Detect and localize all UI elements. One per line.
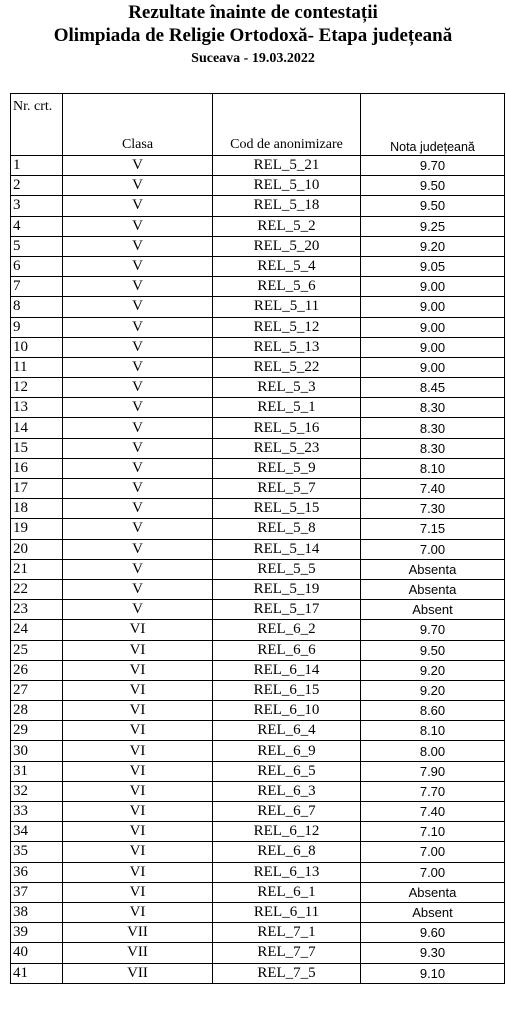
row-code: REL_5_20 xyxy=(213,236,361,256)
row-class: V xyxy=(63,156,213,176)
row-grade: Absenta xyxy=(361,882,505,902)
table-row xyxy=(11,781,505,801)
row-grade: 7.10 xyxy=(361,822,505,842)
row-class: V xyxy=(63,317,213,337)
table-row xyxy=(11,680,505,700)
row-code: REL_5_5 xyxy=(213,559,361,579)
row-code: REL_6_12 xyxy=(213,822,361,842)
table-row xyxy=(11,943,505,963)
row-code: REL_5_23 xyxy=(213,438,361,458)
row-code: REL_5_4 xyxy=(213,256,361,276)
row-code: REL_6_6 xyxy=(213,640,361,660)
row-number: 38 xyxy=(11,902,63,922)
table-row xyxy=(11,822,505,842)
row-number: 27 xyxy=(11,680,63,700)
results-table xyxy=(10,93,505,984)
table-row xyxy=(11,882,505,902)
row-grade: 9.70 xyxy=(361,620,505,640)
row-class: VI xyxy=(63,640,213,660)
row-class: V xyxy=(63,378,213,398)
row-code: REL_6_13 xyxy=(213,862,361,882)
row-code: REL_5_16 xyxy=(213,418,361,438)
row-class: VI xyxy=(63,680,213,700)
row-number: 10 xyxy=(11,337,63,357)
row-number: 12 xyxy=(11,378,63,398)
row-number: 36 xyxy=(11,862,63,882)
row-code: REL_5_2 xyxy=(213,216,361,236)
row-class: VI xyxy=(63,822,213,842)
table-row xyxy=(11,923,505,943)
column-header-cod: Cod de anonimizare xyxy=(213,94,361,156)
row-grade: Absent xyxy=(361,600,505,620)
table-row xyxy=(11,539,505,559)
table-row xyxy=(11,156,505,176)
table-row xyxy=(11,802,505,822)
row-number: 37 xyxy=(11,882,63,902)
row-code: REL_5_1 xyxy=(213,398,361,418)
table-row xyxy=(11,398,505,418)
row-number: 3 xyxy=(11,196,63,216)
row-class: V xyxy=(63,579,213,599)
row-class: V xyxy=(63,357,213,377)
row-number: 39 xyxy=(11,923,63,943)
row-grade: 8.30 xyxy=(361,418,505,438)
row-class: V xyxy=(63,418,213,438)
row-code: REL_6_7 xyxy=(213,802,361,822)
row-class: VI xyxy=(63,781,213,801)
row-class: V xyxy=(63,559,213,579)
table-row xyxy=(11,620,505,640)
row-grade: 8.00 xyxy=(361,741,505,761)
row-code: REL_7_5 xyxy=(213,963,361,983)
row-grade: 8.30 xyxy=(361,398,505,418)
row-class: V xyxy=(63,196,213,216)
row-class: V xyxy=(63,499,213,519)
row-grade: 9.10 xyxy=(361,963,505,983)
table-row xyxy=(11,438,505,458)
row-number: 15 xyxy=(11,438,63,458)
row-number: 11 xyxy=(11,357,63,377)
row-code: REL_7_1 xyxy=(213,923,361,943)
row-class: V xyxy=(63,256,213,276)
table-row xyxy=(11,579,505,599)
row-class: V xyxy=(63,216,213,236)
row-class: VI xyxy=(63,902,213,922)
row-grade: 9.50 xyxy=(361,196,505,216)
row-class: VII xyxy=(63,923,213,943)
table-row xyxy=(11,902,505,922)
location-date: Suceava - 19.03.2022 xyxy=(191,51,315,66)
row-class: VI xyxy=(63,701,213,721)
row-class: V xyxy=(63,438,213,458)
row-code: REL_6_10 xyxy=(213,701,361,721)
row-code: REL_6_8 xyxy=(213,842,361,862)
row-grade: 7.90 xyxy=(361,761,505,781)
row-code: REL_5_3 xyxy=(213,378,361,398)
table-row xyxy=(11,701,505,721)
row-number: 29 xyxy=(11,721,63,741)
table-row xyxy=(11,297,505,317)
row-class: V xyxy=(63,479,213,499)
table-row xyxy=(11,458,505,478)
row-code: REL_6_2 xyxy=(213,620,361,640)
column-header-nr: Nr. crt. xyxy=(11,94,63,156)
row-grade: 8.10 xyxy=(361,721,505,741)
row-code: REL_5_19 xyxy=(213,579,361,599)
row-grade: 9.50 xyxy=(361,640,505,660)
row-grade: 9.00 xyxy=(361,357,505,377)
row-number: 35 xyxy=(11,842,63,862)
row-class: V xyxy=(63,539,213,559)
row-grade: 7.00 xyxy=(361,842,505,862)
row-code: REL_6_11 xyxy=(213,902,361,922)
table-row xyxy=(11,337,505,357)
table-row xyxy=(11,479,505,499)
row-grade: 9.05 xyxy=(361,256,505,276)
table-row xyxy=(11,640,505,660)
row-class: VI xyxy=(63,741,213,761)
row-number: 41 xyxy=(11,963,63,983)
row-grade: 9.25 xyxy=(361,216,505,236)
row-code: REL_5_10 xyxy=(213,176,361,196)
row-number: 5 xyxy=(11,236,63,256)
table-row xyxy=(11,357,505,377)
row-class: VI xyxy=(63,862,213,882)
table-row xyxy=(11,600,505,620)
row-class: V xyxy=(63,600,213,620)
row-number: 34 xyxy=(11,822,63,842)
row-code: REL_7_7 xyxy=(213,943,361,963)
row-number: 2 xyxy=(11,176,63,196)
row-number: 21 xyxy=(11,559,63,579)
table-row xyxy=(11,317,505,337)
row-class: V xyxy=(63,458,213,478)
row-number: 25 xyxy=(11,640,63,660)
row-code: REL_5_9 xyxy=(213,458,361,478)
row-class: VI xyxy=(63,660,213,680)
table-row xyxy=(11,862,505,882)
row-number: 22 xyxy=(11,579,63,599)
row-class: VI xyxy=(63,761,213,781)
table-row xyxy=(11,236,505,256)
column-header-clasa: Clasa xyxy=(63,94,213,156)
row-grade: 9.20 xyxy=(361,680,505,700)
table-row xyxy=(11,963,505,983)
row-grade: Absent xyxy=(361,902,505,922)
row-class: V xyxy=(63,176,213,196)
row-grade: Absenta xyxy=(361,579,505,599)
table-row xyxy=(11,277,505,297)
table-row xyxy=(11,378,505,398)
row-code: REL_6_1 xyxy=(213,882,361,902)
row-class: VI xyxy=(63,802,213,822)
document-title: Rezultate înainte de contestații xyxy=(128,2,378,23)
row-grade: 9.50 xyxy=(361,176,505,196)
row-grade: 9.60 xyxy=(361,923,505,943)
row-class: VI xyxy=(63,842,213,862)
row-number: 28 xyxy=(11,701,63,721)
table-row xyxy=(11,721,505,741)
row-grade: 9.00 xyxy=(361,297,505,317)
row-grade: 7.00 xyxy=(361,539,505,559)
row-grade: 7.40 xyxy=(361,802,505,822)
row-code: REL_6_3 xyxy=(213,781,361,801)
row-code: REL_5_7 xyxy=(213,479,361,499)
row-grade: 9.00 xyxy=(361,337,505,357)
row-grade: 9.30 xyxy=(361,943,505,963)
table-row xyxy=(11,741,505,761)
row-grade: Absenta xyxy=(361,559,505,579)
table-row xyxy=(11,256,505,276)
row-class: VII xyxy=(63,963,213,983)
row-number: 40 xyxy=(11,943,63,963)
row-class: V xyxy=(63,398,213,418)
row-code: REL_6_4 xyxy=(213,721,361,741)
row-code: REL_6_15 xyxy=(213,680,361,700)
row-number: 23 xyxy=(11,600,63,620)
row-grade: 8.45 xyxy=(361,378,505,398)
row-code: REL_6_5 xyxy=(213,761,361,781)
row-code: REL_5_15 xyxy=(213,499,361,519)
row-number: 30 xyxy=(11,741,63,761)
table-row xyxy=(11,660,505,680)
table-header-row xyxy=(11,94,505,156)
row-class: V xyxy=(63,236,213,256)
row-code: REL_6_9 xyxy=(213,741,361,761)
column-header-nota: Nota județeană xyxy=(361,94,505,156)
row-grade: 7.40 xyxy=(361,479,505,499)
table-row xyxy=(11,418,505,438)
row-grade: 8.10 xyxy=(361,458,505,478)
table-row xyxy=(11,842,505,862)
row-class: VI xyxy=(63,882,213,902)
table-row xyxy=(11,196,505,216)
row-class: VI xyxy=(63,620,213,640)
row-number: 13 xyxy=(11,398,63,418)
table-body xyxy=(11,156,505,984)
row-grade: 7.15 xyxy=(361,519,505,539)
table-row xyxy=(11,761,505,781)
row-number: 8 xyxy=(11,297,63,317)
row-number: 6 xyxy=(11,256,63,276)
row-grade: 9.20 xyxy=(361,236,505,256)
table-row xyxy=(11,176,505,196)
row-code: REL_6_14 xyxy=(213,660,361,680)
row-code: REL_5_13 xyxy=(213,337,361,357)
row-grade: 7.00 xyxy=(361,862,505,882)
row-class: V xyxy=(63,337,213,357)
row-grade: 9.70 xyxy=(361,156,505,176)
row-class: VI xyxy=(63,721,213,741)
table-row xyxy=(11,499,505,519)
row-number: 31 xyxy=(11,761,63,781)
row-class: V xyxy=(63,297,213,317)
row-class: VII xyxy=(63,943,213,963)
row-number: 20 xyxy=(11,539,63,559)
row-grade: 7.70 xyxy=(361,781,505,801)
row-grade: 8.60 xyxy=(361,701,505,721)
row-code: REL_5_8 xyxy=(213,519,361,539)
row-number: 33 xyxy=(11,802,63,822)
row-number: 32 xyxy=(11,781,63,801)
row-class: V xyxy=(63,277,213,297)
row-number: 24 xyxy=(11,620,63,640)
row-number: 19 xyxy=(11,519,63,539)
row-code: REL_5_18 xyxy=(213,196,361,216)
row-code: REL_5_11 xyxy=(213,297,361,317)
row-number: 9 xyxy=(11,317,63,337)
row-number: 18 xyxy=(11,499,63,519)
row-grade: 9.00 xyxy=(361,317,505,337)
row-code: REL_5_14 xyxy=(213,539,361,559)
row-number: 1 xyxy=(11,156,63,176)
row-code: REL_5_22 xyxy=(213,357,361,377)
document-subtitle: Olimpiada de Religie Ortodoxă- Etapa județeană xyxy=(53,25,453,46)
row-code: REL_5_17 xyxy=(213,600,361,620)
row-grade: 9.20 xyxy=(361,660,505,680)
table-row xyxy=(11,216,505,236)
row-grade: 8.30 xyxy=(361,438,505,458)
row-code: REL_5_21 xyxy=(213,156,361,176)
table-row xyxy=(11,519,505,539)
row-number: 26 xyxy=(11,660,63,680)
table-row xyxy=(11,559,505,579)
row-number: 7 xyxy=(11,277,63,297)
row-code: REL_5_12 xyxy=(213,317,361,337)
row-number: 4 xyxy=(11,216,63,236)
row-grade: 9.00 xyxy=(361,277,505,297)
row-number: 16 xyxy=(11,458,63,478)
row-class: V xyxy=(63,519,213,539)
row-code: REL_5_6 xyxy=(213,277,361,297)
row-number: 17 xyxy=(11,479,63,499)
row-number: 14 xyxy=(11,418,63,438)
row-grade: 7.30 xyxy=(361,499,505,519)
